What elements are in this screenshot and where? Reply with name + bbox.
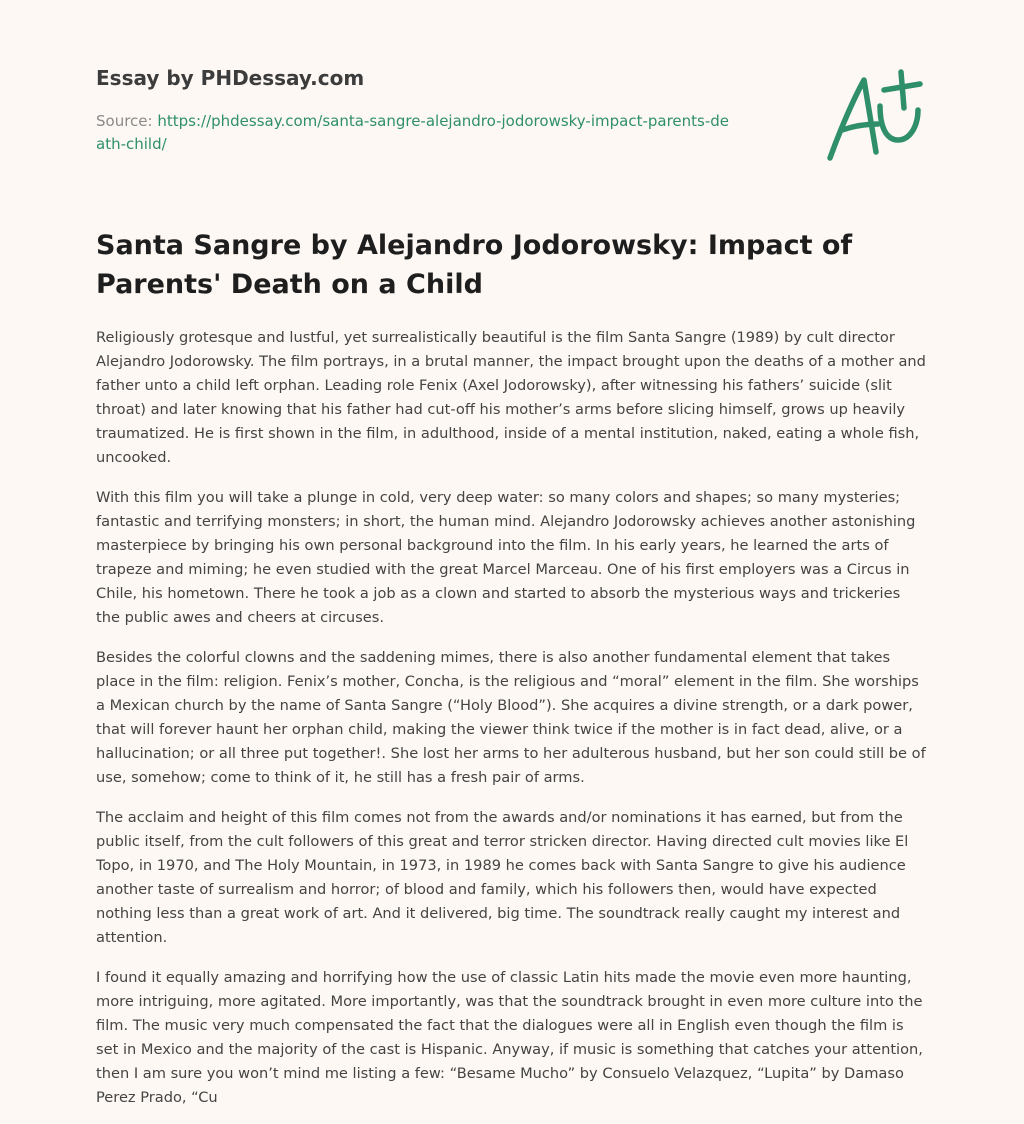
essay-body — [96, 326, 928, 1124]
essay-paragraph: I found it equally amazing and horrifying how the use of classic Latin hits made the movie even more haunting, more intriguing, more agitated. More importantly, was that the soundtrack brought in even more culture into the film. The music very much compensated the fact that the dialogues were all in English even though the film is set in Mexico and the majority of the cast is Hispanic. Anyway, if music is something that catches your attention, then I am sure you won’t mind me listing a few: “Besame Mucho” by Consuelo Velazquez, “Lupita” by Damaso Perez Prado, “Cu — [96, 969, 923, 1106]
essay-paragraph: With this film you will take a plunge in cold, very deep water: so many colors and shapes; so many mysteries; fantastic and terrifying monsters; in short, the human mind. Alejandro Jodorowsky achieves another astonishing masterpiece by bringing his own personal background into the film. In his early years, he learned the arts of trapeze and miming; he even studied with the great Marcel Marceau. One of his first employers was a Circus in Chile, his hometown. There he took a job as a clown and started to absorb the mysterious ways and trickeries the public awes and cheers at circuses. — [96, 489, 916, 626]
site-title: Essay by PHDessay.com — [96, 66, 365, 90]
essay-title: Santa Sangre by Alejandro Jodorowsky: Impact of Parents' Death on a Child — [96, 230, 853, 300]
a-plus-grade-icon — [822, 68, 926, 164]
source-label: Source: — [96, 112, 153, 130]
essay-paragraph: Besides the colorful clowns and the saddening mimes, there is also another fundamental element that takes place in the film: religion. Fenix’s mother, Concha, is the religious and “moral” element in the film. She worships a Mexican church by the name of Santa Sangre (“Holy Blood”). She acquires a divine strength, or a dark power, that will forever haunt her orphan child, making the viewer think twice if the mother is in fact dead, alive, or a hallucination; or all three put together!. She lost her arms to her adulterous husband, but her son could still be of use, somehow; come to think of it, he still has a fresh pair of arms. — [96, 649, 926, 786]
essay-paragraph: Religiously grotesque and lustful, yet surrealistically beautiful is the film Santa Sangre (1989) by cult director Alejandro Jodorowsky. The film portrays, in a brutal manner, the impact brought upon the deaths of a mother and father unto a child left orphan. Leading role Fenix (Axel Jodorowsky), after witnessing his fathers’ suicide (slit throat) and later knowing that his father had cut-off his mother’s arms before slicing himself, grows up heavily traumatized. He is first shown in the film, in adulthood, inside of a mental institution, naked, eating a whole fish, uncooked. — [96, 329, 926, 466]
source-link[interactable]: https://phdessay.com/santa-sangre-alejandro-jodorowsky-impact-parents-death-child/ — [96, 112, 730, 153]
essay-paragraph: The acclaim and height of this film comes not from the awards and/or nominations it has earned, but from the public itself, from the cult followers of this great and terror stricken director. Having directed cult movies like El Topo, in 1970, and The Holy Mountain, in 1973, in 1989 he comes back with Santa Sangre to give his audience another taste of surrealism and horror; of blood and family, which his followers then, would have expected nothing less than a great work of art. And it delivered, big time. The soundtrack really caught my interest and attention. — [96, 809, 909, 946]
source-line — [96, 110, 736, 156]
